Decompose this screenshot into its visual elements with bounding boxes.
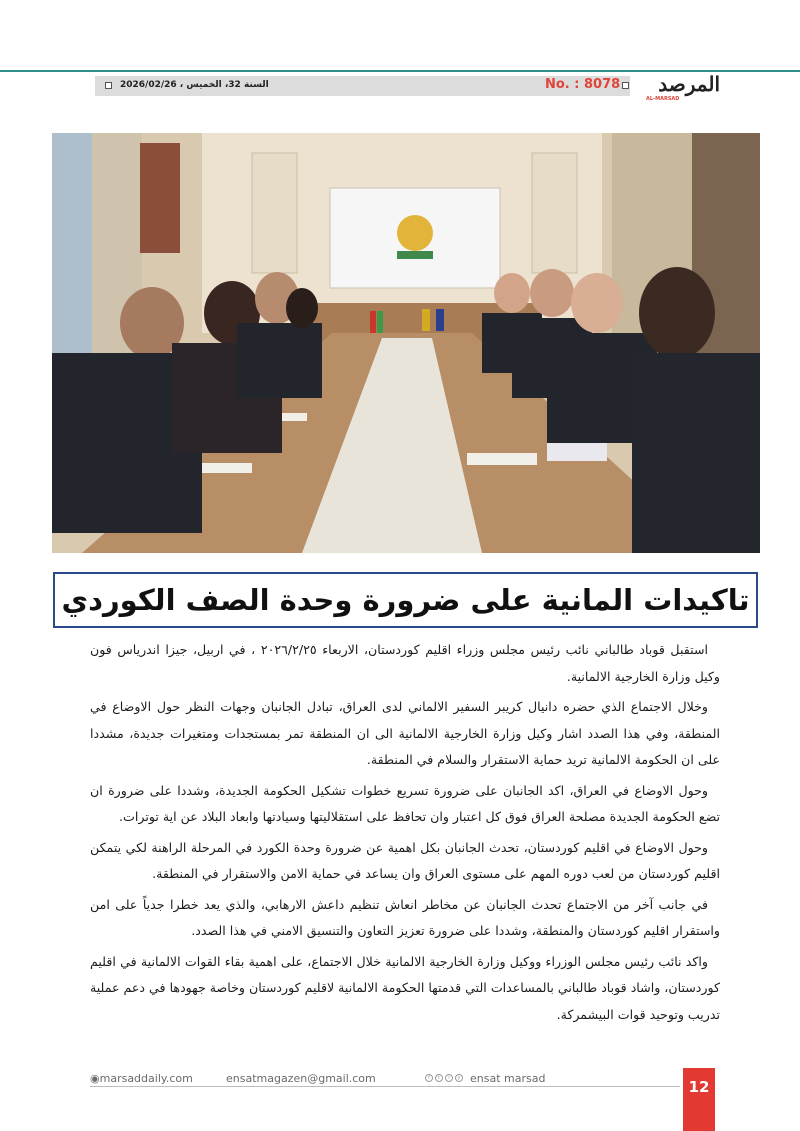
facebook-icon[interactable]: f xyxy=(425,1074,433,1082)
brand-logo-arabic: المرصد xyxy=(658,72,720,96)
footer-website[interactable] xyxy=(90,1072,193,1085)
header-square-icon xyxy=(622,82,629,89)
article-paragraph: في جانب آخر من الاجتماع تحدث الجانبان عن مخاطر انعاش تنظيم داعش الارهابي، والذي يعد خطرا جدياً على امن واستقرار اقليم كوردستان والمنطقة، وشددا على ضرورة تعزيز التعاون والتنسيق الامني في هذا الصدد. xyxy=(90,896,720,938)
twitter-icon[interactable]: t xyxy=(435,1074,443,1082)
headline-box xyxy=(53,572,758,628)
brand-logo-latin: AL-MARSAD xyxy=(646,96,680,102)
brand-logo xyxy=(640,72,720,104)
globe-icon: ◉ xyxy=(90,1072,100,1085)
footer-social-handle[interactable]: ensat marsad xyxy=(470,1072,546,1085)
footer-website-text: marsaddaily.com xyxy=(99,1072,193,1085)
article-body xyxy=(90,637,720,1032)
footer-email[interactable]: ensatmagazen@gmail.com xyxy=(226,1072,376,1085)
article-paragraph: واكد نائب رئيس مجلس الوزراء ووكيل وزارة الخارجية الالمانية خلال الاجتماع، على اهمية بقاء القوات الالمانية في اقليم كوردستان، واشاد قوباد طالباني بالمساعدات التي قدمتها الحكومة الالمانية لاقليم كوردستان وخاصة جهودها في دعم عملية تدريب وتوحيد قوات البيشمركة. xyxy=(90,953,720,1022)
page-number: 12 xyxy=(683,1068,715,1131)
youtube-icon[interactable]: y xyxy=(455,1074,463,1082)
header-square-icon xyxy=(105,82,112,89)
issue-number: No. : 8078 xyxy=(545,77,621,92)
article-paragraph: استقبل قوباد طالباني نائب رئيس مجلس وزراء اقليم كوردستان، الاربعاء ٢٠٢٦/٢/٢٥ ، في اربيل، جيزا اندرياس فون وكيل وزارة الخارجية الالمانية. xyxy=(90,642,720,684)
issue-date: السنة 32، الخميس ، 2026/02/26 xyxy=(120,80,269,90)
social-icons xyxy=(425,1074,463,1082)
article-paragraph: وحول الاوضاع في اقليم كوردستان، تحدث الجانبان بكل اهمية عن ضرورة وحدة الكورد في المرحلة الراهنة لكي يتمكن اقليم كوردستان من لعب دوره المهم على مستوى العراق وان يساعد في حماية الامن والاستقرار في المنطقة. xyxy=(90,839,720,881)
meeting-photo xyxy=(52,133,760,553)
article-paragraph: وحول الاوضاع في العراق، اكد الجانبان على ضرورة تسريع خطوات تشكيل الحكومة الجديدة، وشددا على ضرورة ان تضع الحكومة الجديدة مصلحة العراق فوق كل اعتبار وان تحافظ على استقلاليتها وسيادتها وابعاد البلاد عن اية توترات. xyxy=(90,782,720,824)
instagram-icon[interactable]: i xyxy=(445,1074,453,1082)
meeting-photo-illustration xyxy=(52,133,760,553)
footer-divider xyxy=(90,1086,680,1087)
headline: تاكيدات المانية على ضرورة وحدة الصف الكوردي xyxy=(61,583,750,617)
article-paragraph: وخلال الاجتماع الذي حضره دانيال كريبر السفير الالماني لدى العراق، تبادل الجانبان وجهات النظر حول الاوضاع في المنطقة، وفي هذا الصدد اشار وكيل وزارة الخارجية الالمانية الى ان المنطقة تمر بمستجدات ومتغيرات جديدة، مشددا على ان الحكومة الالمانية تريد حماية الاستقرار والسلام في المنطقة. xyxy=(90,699,720,767)
